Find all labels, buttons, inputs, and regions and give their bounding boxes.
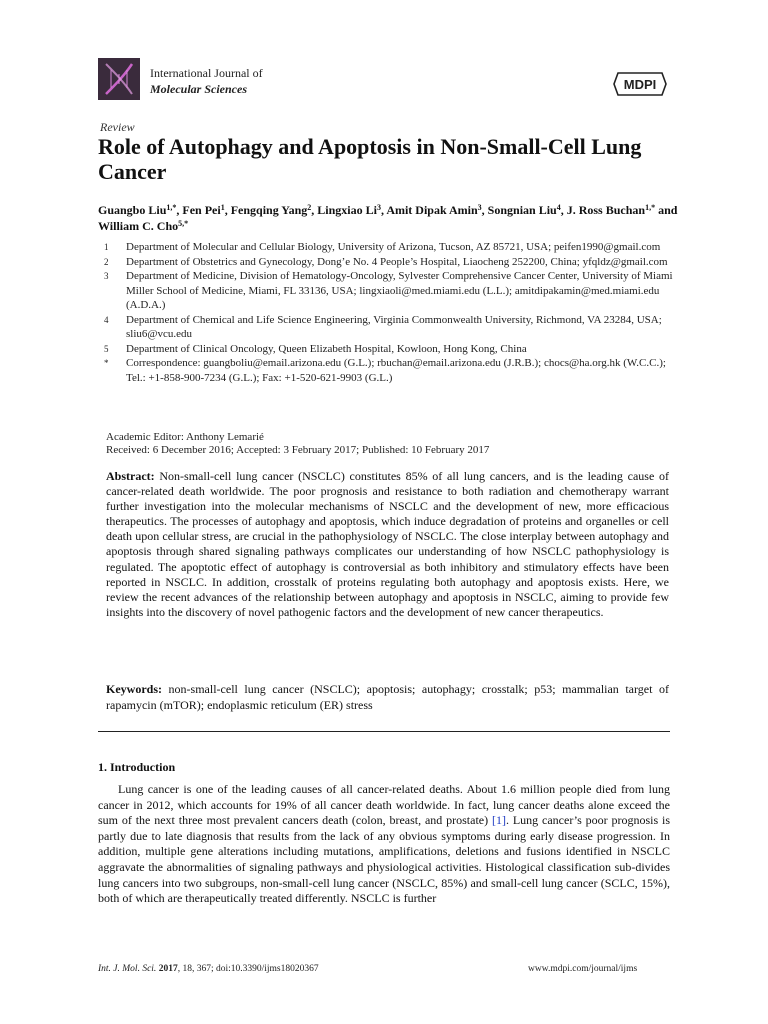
author-name: Lingxiao Li bbox=[317, 203, 377, 217]
author-separator: , bbox=[560, 203, 567, 217]
affiliation-text: Department of Medicine, Division of Hematology-Oncology, Sylvester Comprehensive Cancer Center, University of Miami Miller School of Medicine, Miami, FL 33136, USA; lingxiaoli@med.miami.edu (L.L.); amitdipakamin@med.miami.edu (A.D.A.) bbox=[126, 270, 673, 311]
keywords bbox=[106, 682, 669, 713]
affiliation-item bbox=[104, 269, 684, 313]
author-separator: , bbox=[224, 203, 231, 217]
author-name: Guangbo Liu bbox=[98, 203, 167, 217]
author-name: Fen Pei bbox=[182, 203, 221, 217]
abstract-label: Abstract: bbox=[106, 469, 155, 483]
affiliation-text: Correspondence: guangboliu@email.arizona.edu (G.L.); rbuchan@email.arizona.edu (J.R.B.); chocs@ha.org.hk (W.C.C.); Tel.: +1-858-900-7234 (G.L.); Fax: +1-520-621-9903 (G.L.) bbox=[126, 357, 666, 384]
affiliation-text: Department of Molecular and Cellular Biology, University of Arizona, Tucson, AZ 85721, USA; peifen1990@gmail.com bbox=[126, 241, 661, 253]
article-title: Role of Autophagy and Apoptosis in Non-Small-Cell Lung Cancer bbox=[98, 134, 642, 184]
author-affiliation-marker: 1,* bbox=[645, 203, 656, 212]
footer-journal-abbrev: Int. J. Mol. Sci. bbox=[98, 964, 157, 974]
academic-editor: Academic Editor: Anthony Lemarié bbox=[106, 431, 264, 443]
footer-year: 2017 bbox=[158, 964, 178, 974]
affiliation-text: Department of Clinical Oncology, Queen Elizabeth Hospital, Kowloon, Hong Kong, China bbox=[126, 342, 527, 355]
author-name: Fengqing Yang bbox=[230, 203, 308, 217]
section-heading-introduction: 1. Introduction bbox=[98, 760, 176, 774]
publication-dates: Received: 6 December 2016; Accepted: 3 February 2017; Published: 10 February 2017 bbox=[106, 444, 490, 456]
affiliation-marker: 2 bbox=[104, 256, 109, 267]
footer-citation-rest: , 18, 367; doi:10.3390/ijms18020367 bbox=[177, 964, 319, 974]
author-list bbox=[98, 202, 678, 234]
affiliation-marker: 3 bbox=[104, 271, 109, 281]
affiliation-item bbox=[104, 240, 684, 255]
author-separator: , bbox=[176, 203, 183, 217]
intro-text-part2: . Lung cancer’s poor prognosis is partly due to late diagnosis that results from the lack of any obvious symptoms during early disease progression. In addition, multiple gene alterations including mutations, amplifications, deletions and fusions identified in NSCLC aggravate the abnormalities of signaling pathways and physiological activities. Histological classification sub-divides lung cancers into two subgroups, non-small-cell lung cancer (NSCLC, 85%) and small-cell lung cancer (SCLC, 15%), both of which are therapeutically treated differently. NSCLC is further bbox=[98, 813, 671, 906]
mdpi-logo bbox=[612, 70, 668, 98]
journal-logo bbox=[98, 58, 140, 100]
affiliation-text: Department of Chemical and Life Science Engineering, Virginia Commonwealth University, Richmond, VA 23284, USA; sliu6@vcu.edu bbox=[126, 313, 662, 340]
mdpi-logo-text: MDPI bbox=[623, 77, 657, 92]
abstract bbox=[106, 469, 669, 620]
journal-name-line1: International Journal of bbox=[150, 66, 263, 80]
section-divider bbox=[98, 731, 670, 732]
affiliation-marker: 5 bbox=[104, 343, 109, 354]
affiliation-item bbox=[104, 342, 684, 357]
affiliation-marker: 1 bbox=[104, 242, 109, 252]
affiliation-item bbox=[104, 313, 684, 342]
author-affiliation-marker: 3 bbox=[376, 203, 381, 212]
journal-name-line2: Molecular Sciences bbox=[150, 82, 247, 96]
author-separator: , bbox=[311, 203, 318, 217]
affiliation-marker: 4 bbox=[104, 314, 109, 325]
author-affiliation-marker: 3 bbox=[477, 203, 482, 212]
author-affiliation-marker: 5,* bbox=[178, 219, 189, 228]
introduction-paragraph bbox=[98, 782, 670, 907]
footer-url[interactable]: www.mdpi.com/journal/ijms bbox=[528, 964, 638, 974]
article-type: Review bbox=[100, 120, 135, 134]
affiliation-text: Department of Obstetrics and Gynecology, Dong’e No. 4 People’s Hospital, Liaocheng 252200, China; yfqldz@gmail.com bbox=[126, 255, 668, 268]
author-affiliation-marker: 1 bbox=[220, 203, 225, 212]
author-separator: , bbox=[481, 203, 488, 217]
keywords-text: non-small-cell lung cancer (NSCLC); apoptosis; autophagy; crosstalk; p53; mammalian target of rapamycin (mTOR); endoplasmic reticulum (ER) stress bbox=[106, 682, 669, 712]
author-name: Amit Dipak Amin bbox=[386, 203, 478, 217]
reference-link-1[interactable]: [1] bbox=[491, 813, 506, 828]
author-separator: , bbox=[380, 203, 387, 217]
footer-citation bbox=[98, 964, 319, 974]
author-name: William C. Cho bbox=[98, 219, 179, 233]
author-name: J. Ross Buchan bbox=[566, 203, 646, 217]
author-affiliation-marker: 1,* bbox=[166, 203, 177, 212]
author-affiliation-marker: 2 bbox=[307, 203, 312, 212]
affiliation-marker: * bbox=[104, 358, 109, 368]
affiliation-item bbox=[104, 255, 684, 270]
affiliation-item bbox=[104, 356, 684, 385]
abstract-text: Non-small-cell lung cancer (NSCLC) constitutes 85% of all lung cancers, and is the leading cause of cancer-related death worldwide. The poor prognosis and resistance to both radiation and chemotherapy warrant further investigation into the molecular mechanisms of NSCLC and the development of new, more efficacious therapeutics. The processes of autophagy and apoptosis, which induce degradation of proteins and organelles or cell death upon cellular stress, are crucial in the pathophysiology of NSCLC. The close interplay between autophagy and apoptosis through shared signaling pathways complicates our understanding of how NSCLC pathophysiology is regulated. The apoptotic effect of autophagy is controversial as both inhibitory and stimulatory effects have been reported in NSCLC. In addition, crosstalk of proteins regulating both autophagy and apoptosis exists. Here, we review the recent advances of the relationship between autophagy and apoptosis in NSCLC, aiming to provide few insights into the discovery of novel pathogenic factors and the development of new cancer therapeutics. bbox=[106, 469, 669, 619]
author-separator: and bbox=[655, 203, 678, 217]
author-affiliation-marker: 4 bbox=[556, 203, 561, 212]
dna-helix-icon bbox=[98, 58, 140, 100]
author-name: Songnian Liu bbox=[487, 203, 557, 217]
keywords-label: Keywords: bbox=[106, 682, 162, 696]
intro-text-part1: Lung cancer is one of the leading causes of all cancer-related deaths. About 1.6 million people died from lung cancer in 2012, which accounts for 19% of all cancer death worldwide. In fact, lung cancer deaths alone exceed the sum of the next three most prevalent cancers death (colon, breast, and prostate) bbox=[98, 782, 670, 828]
affiliation-list bbox=[104, 240, 684, 385]
